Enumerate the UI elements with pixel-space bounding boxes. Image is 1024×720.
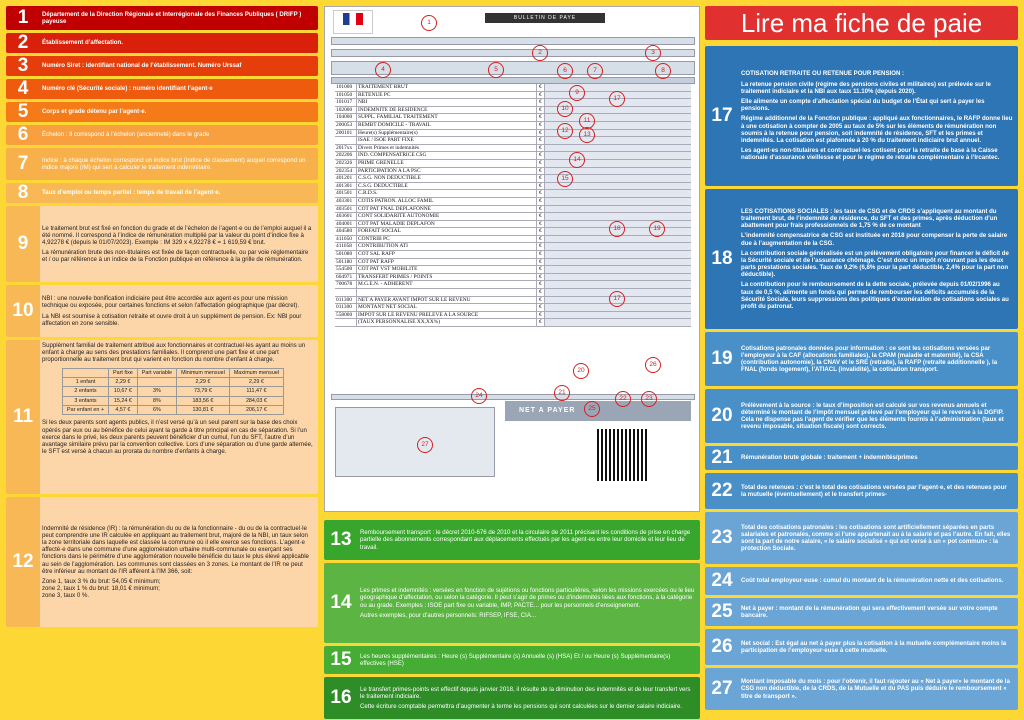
left-column	[6, 6, 318, 627]
payslip-row: 2017xx Divers Primes et indemnités €	[335, 145, 691, 153]
payslip-row: 011300 MONTANT NET SOCIAL €	[335, 304, 691, 312]
payslip-row: 700678 M.G.E.N. - ADHERENT €	[335, 281, 691, 289]
payslip-row: ISAE / ISOE PART FIXE €	[335, 137, 691, 145]
marker-8: 8	[655, 63, 671, 79]
item-2: 2 Établissement d’affectation.	[6, 33, 318, 53]
item-13: 13 Remboursement transport : le décret 2010-676 de 2010 et la circulaire de 2011 précisant les conditions de prise en charge partielle des abonnements correspondant aux déplacements effectués par les agent·es entre leur domicile et leur lieu de travail.	[324, 520, 700, 560]
marker-2: 2	[532, 45, 548, 61]
item-23: 23 Total des cotisations patronales : les cotisations sont artificiellement séparées en parts salariales et patronales, comme si l’une appartenait au à la salarié et pas l’autre. En fait, elles sont la part de notre salaire, « le salaire socialisé » qui est versé à un « pot commun» : la protection Sociale.	[705, 512, 1018, 564]
marker-21: 21	[554, 385, 570, 401]
payslip-row: 403601 CONT SOLIDARITE AUTONOMIE €	[335, 213, 691, 221]
payslip-row: 011300 NET A PAYER AVANT IMPOT SUR LE REVENU €	[335, 297, 691, 305]
payslip-table	[335, 84, 691, 384]
payslip-row: 202354 PARTICIPATION A LA PSC €	[335, 168, 691, 176]
marker-5: 5	[488, 62, 504, 78]
payslip-row: 200053 REMBT DOMICILE - TRAVAIL €	[335, 122, 691, 130]
marker-4: 4	[375, 62, 391, 78]
page-title: Lire ma fiche de paie	[705, 6, 1018, 40]
republic-logo-icon	[333, 10, 373, 34]
net-to-pay-label: NET A PAYER	[519, 407, 576, 414]
item-17: 17 COTISATION RETRAITE OU RETENUE POUR PENSION : La retenue pension civile (régime des pensions civiles et militaires) est prélevée sur le traitement indiciaire et la NBI aux taux 11.10% (depuis 2020). Elle alimente un compte d’affectation spécial du budget de l’État qui sert à payer les pensions. Régime additionnel de la Fonction publique : appliqué aux fonctionnaires, le RAFP donne lieu à une cotisation à compter de 2005 au taux de 5% sur les éléments de rémunération non soumis à la retenue pour pension, soit indemnité de résidence, SFT et les primes et indemnités. La cotisation est plafonnée à 20 % du traitement indiciaire brut annuel. Les agent·es non-titulaires et contractuel·les cotisent pour la retraite de base à la Caisse nationale d’assurance vieillesse et pour le régime de retraite complémentaire à l’Ircantec.	[705, 46, 1018, 186]
table-row: 2 enfants 10,67 € 3% 73,79 € 111,47 €	[63, 387, 284, 396]
payslip-row: 401501 C.R.D.S. €	[335, 190, 691, 198]
marker-18: 18	[609, 221, 625, 237]
table-row: 3 enfants 15,24 € 8% 183,56 € 284,03 €	[63, 396, 284, 405]
marker-11: 11	[579, 113, 595, 129]
marker-25: 25	[584, 401, 600, 417]
marker-1: 1	[421, 15, 437, 31]
marker-15: 15	[557, 171, 573, 187]
item-9: 9 Le traitement brut est fixé en fonction du grade et de l’échelon de l’agent·e ou de l’emploi auquel il a été nommé. Il correspond à l’indice de rémunération multiplié par la valeur du point d’indice fixe à 4,92278 € (depuis le 01/07/2023). Exemple : IM 329 x 4,92278 € = 1 619,59 € brut. La rémunération brute des non-titulaires est fixée de façon contractuelle, ou par voie réglementaire et / ou par référence à un indice de la Fonction publique en référence à la grille de rémunération.	[6, 206, 318, 282]
payslip-row: €	[335, 289, 691, 297]
payslip-sample	[324, 6, 700, 512]
payslip-row: 604971 TRANSFERT PRIMES / POINTS €	[335, 274, 691, 282]
table-row: Par enfant en + 4,57 € 6% 130,81 € 206,17 €	[63, 406, 284, 415]
item-4: 4 Numéro clé (Sécurité sociale) : numéro identifiant l’agent·e	[6, 79, 318, 99]
table-row: 1 enfant 2,29 € 2,29 € 2,29 €	[63, 377, 284, 386]
item-20: 20 Prélèvement à la source : le taux d’imposition est calculé sur vos revenus annuels et déterminé le montant de l’impôt mensuel prélevé par l’employeur qui le reverse à la DGFIP. Cela ne dispense pas l’agent de vérifier que les éléments fournis à l’administration (taux et revenu imposable, situation fiscale) sont corrects.	[705, 389, 1018, 443]
payslip-title: BULLETIN DE PAYE	[485, 13, 605, 23]
marker-13: 13	[579, 127, 595, 143]
marker-27: 27	[417, 437, 433, 453]
item-3: 3 Numéro Siret : identifiant national de l’établissement. Numéro Urssaf	[6, 56, 318, 76]
marker-10: 10	[557, 101, 573, 117]
payslip-row: 558000 IMPOT SUR LE REVENU PRELEVE A LA SOURCE €	[335, 312, 691, 320]
marker-20: 20	[573, 363, 589, 379]
family-allowance-table: Part fixe Part variable Minimum mensuel Maximum mensuel 1 enfant 2,29 € 2,29 € 2,29 € 2 enfants 10,67 € 3% 73,79 € 111,47 € 3 enfants 15,24 € 8% 183,56 € 284,03 € Par enfant en + 4,57 € 6% 130,81 € 206,17 €	[62, 368, 284, 416]
item-12: 12 Indemnité de résidence (IR) : la rémunération du ou de la fonctionnaire - du ou de la contractuel·le peut comprendre une IR calculée en appliquant au traitement brut, majoré de la NBI, un taux selon la zone territoriale dans laquelle est classée la commune où il elle exerce ses fonctions. L’agent·e affecté·e dans une commune d’une agglomération urbaine multi-communale ou exerçant ses fonctions dans le périmètre d’une agglomération nouvelle bénéficie du taux le plus élevé applicable au sein de l’agglomération. Les communes sont classées en 3 zones. Le montant de l’IR ne peut être inférieur au montant de l’IR afférent à l’IM 366, soit: Zone 1, taux 3 % du brut: 54,05 € minimum; zone 2, taux 1 % du brut: 18,01 € minimum; zone 3, taux 0 %.	[6, 497, 318, 627]
payslip-row: 401301 C.S.G. DEDUCTIBLE €	[335, 183, 691, 191]
payslip-row: 501080 COT SAL RAFP €	[335, 251, 691, 259]
item-19: 19 Cotisations patronales données pour information : ce sont les cotisations versées par l’employeur à la CAF (allocations familiales), la CPAM (maladie et maternité), la CSA (contribution autonomie), la CNAV et le SRE (retraite), la RAFP (retraite additionnelle ), la FNAL (fonds logement), l’ATIACL (invalidité), la cotisation transport.	[705, 332, 1018, 386]
marker-19: 19	[649, 221, 665, 237]
payslip-row: 501180 COT PAT RAFP €	[335, 259, 691, 267]
payslip-row: 101050 RETENUE PC €	[335, 92, 691, 100]
payslip-row: 404001 COT PAT MALADIE DEPLAFON €	[335, 221, 691, 229]
item-27: 27 Montant imposable du mois : pour l’obtenir, il faut rajouter au « Net à payer» le montant de la CSG non déductible, de la CRDS, de la Mutuelle et du PAS puis déduire le remboursement « titre de transport ».	[705, 668, 1018, 710]
right-column	[705, 6, 1018, 710]
payslip-row: 554500 COT PAT VST MOBILITE €	[335, 266, 691, 274]
payslip-row: 102000 INDEMNITE DE RESIDENCE €	[335, 107, 691, 115]
marker-17: 17	[609, 91, 625, 107]
payslip-row: 401201 C.S.G. NON DEDUCTIBLE €	[335, 175, 691, 183]
item-6: 6 Échelon : Il correspond à l’échelon (ancienneté) dans le grade	[6, 125, 318, 145]
item-21: 21 Rémunération brute globale : traitement + indemnités/primes	[705, 446, 1018, 470]
item-18: 18 LES COTISATIONS SOCIALES : les taux de CSG et de CRDS s’appliquent au montant du traitement brut, de l’indemnité de résidence, du SFT et des primes, après déduction d’un abattement pour frais professionnels de 1,75 % de ce montant L’indemnité compensatrice de CSG est instituée en 2018 pour compenser la perte de salaire due à l’augmentation de la CSG. La contribution sociale généralisée est un prélèvement obligatoire pour financer le déficit de la Sécurité sociale et de l’assurance chômage. C’est donc un impôt n’ouvrant pas les deux parts prestations sociales. Taux de 9,2% (6,8% pour la part déductible, 2,4% pour la part non déductible). La contribution pour le remboursement de la dette sociale, prélevée depuis 01/02/1996 au taux de 0,5 %, alimente un fonds qui permet de rembourser les déficits accumulés de la Sécurité Sociale, leurs suppressions des politiques d’exonération de cotisations sociales au profit du patronat.	[705, 189, 1018, 329]
item-14: 14 Les primes et indemnités : versées en fonction de sujétions ou fonctions particulières, selon les missions exercées ou le lieu géographique d’affectation, ou selon la catégorie. Il peut s’agir de primes ou d’indemnités liées aux fonctions, à la catégorie ou au grade. Exemples : ISOE part fixe ou variable, IMP, PACTE... pour les personnels d’enseignement. Autres exemples, pour d’autres personnels: RIFSEP, IFSE, CIA...	[324, 563, 700, 643]
middle-column	[324, 520, 700, 719]
payslip-row: 403301 COTIS PATRON. ALLOC FAMIL €	[335, 198, 691, 206]
payslip-row: 104000 SUPPL. FAMILIAL TRAITEMENT €	[335, 114, 691, 122]
item-22: 22 Total des retenues : c’est le total des cotisations versées par l’agent·e, et des retenues pour la mutuelle (éventuellement) et le transfert primes-	[705, 473, 1018, 509]
payslip-row: (TAUX PERSONNALISE XX,XX%) €	[335, 319, 691, 327]
payslip-row: 101017 NBI €	[335, 99, 691, 107]
item-15: 15 Les heures supplémentaires : Heure (s) Supplémentaire (s) Annuelle (s) (HSA) Et / ou Heure (s) Supplémentaire(s) effectives (HSE)	[324, 646, 700, 674]
item-26: 26 Net social : Est égal au net à payer plus la cotisation à la mutuelle complémentaire moins la participation de l’employeur·euse à cette mutuelle.	[705, 629, 1018, 665]
payslip-row: 200101 Heure(s) Supplémentaire(s) €	[335, 130, 691, 138]
marker-26: 26	[645, 357, 661, 373]
item-11: 11 Supplément familial de traitement attribué aux fonctionnaires et contractuel·les ayant au moins un enfant à charge au sens des prestations familiales. Il comprend une part fixe et une part proportionnelle au traitement brut qui varient en fonction du nombre d’enfant à charge. Part fixe Part variable Minimum mensuel Maximum mensuel 1 enfant 2,29 € 2,29 € 2,29 € 2 enfants 10,67 € 3% 73,79 € 111,47 € 3 enfants 15,24 € 8% 183,56 € 284,03 € Par enfant en + 4,57 € 6% 130,81 € 206,17 € Si les deux parents sont agents publics, il n’est versé qu’à un seul parent sur la base des choix opérés par eux ou au bénéfice de celui ayant la garde à titre principal en cas de séparation. Si l’un exerce dans le privé, les deux parents peuvent bénéficier d’un cumul, l’un du SFT, l’autre d’un avantage similaire prévu par la convention collective. Lors d’une séparation ou d’une garde alternée, le SFT est versé à chacun au prorata du nombre d’enfants à charge.	[6, 340, 318, 494]
marker-12: 12	[557, 123, 573, 139]
item-16: 16 Le transfert primes-points est effectif depuis janvier 2018, il résulte de la diminution des indemnités et de leur transfert vers le traitement indiciaire. Cette écriture comptable permettra d’augmenter à terme les pensions qui sont calculées sur le dernier salaire indiciaire.	[324, 677, 700, 719]
marker-3: 3	[645, 45, 661, 61]
item-10: 10 NBI : une nouvelle bonification indiciaire peut être accordée aux agent·es pour une mission technique ou exposée, pour certaines fonctions et selon l’affectation géographique (par décret). La NBI est soumise à cotisation retraite et ouvre droit à un supplément de pension. Ex: NBI pour affectation en zone sensible.	[6, 285, 318, 337]
payslip-row: 411050 CONTRIB PC €	[335, 236, 691, 244]
item-8: 8 Taux d’emploi ou temps partiel : temps de travail de l’agent·e.	[6, 183, 318, 203]
payslip-row: 202326 PRIME GRENELLE €	[335, 160, 691, 168]
marker-6: 6	[557, 63, 573, 79]
payslip-row: 404580 FORFAIT SOCIAL €	[335, 228, 691, 236]
item-1: 1 Département de la Direction Régionale et Interrégionale des Finances Publiques ( DRIFP ) payeuse	[6, 6, 318, 30]
payslip-row: 403501 COT PAT FNAL DEPLAFONNE €	[335, 206, 691, 214]
marker-24: 24	[471, 388, 487, 404]
marker-14: 14	[569, 152, 585, 168]
marker-9: 9	[569, 85, 585, 101]
marker-22: 22	[615, 391, 631, 407]
item-24: 24 Coût total employeur·euse : cumul du montant de la rémunération nette et des cotisations.	[705, 567, 1018, 595]
payslip-row: 101000 TRAITEMENT BRUT €	[335, 84, 691, 92]
item-5: 5 Corps et grade détenu par l’agent·e.	[6, 102, 318, 122]
payslip-row: 411058 CONTRIBUTION ATI €	[335, 243, 691, 251]
item-25: 25 Net à payer : montant de la rémunération qui sera effectivement versée sur votre compte bancaire.	[705, 598, 1018, 626]
marker-23: 23	[641, 391, 657, 407]
marker-7: 7	[587, 63, 603, 79]
marker-17: 17	[609, 291, 625, 307]
qr-code-icon	[597, 429, 649, 481]
item-7: 7 Indice : à chaque échelon correspond un indice brut (Indice de classement) auquel correspond un indice majoré (IM) qui sert à calculer le traitement indemnitaire.	[6, 148, 318, 180]
payslip-row: 202206 IND. COMPENSATRICE CSG €	[335, 152, 691, 160]
